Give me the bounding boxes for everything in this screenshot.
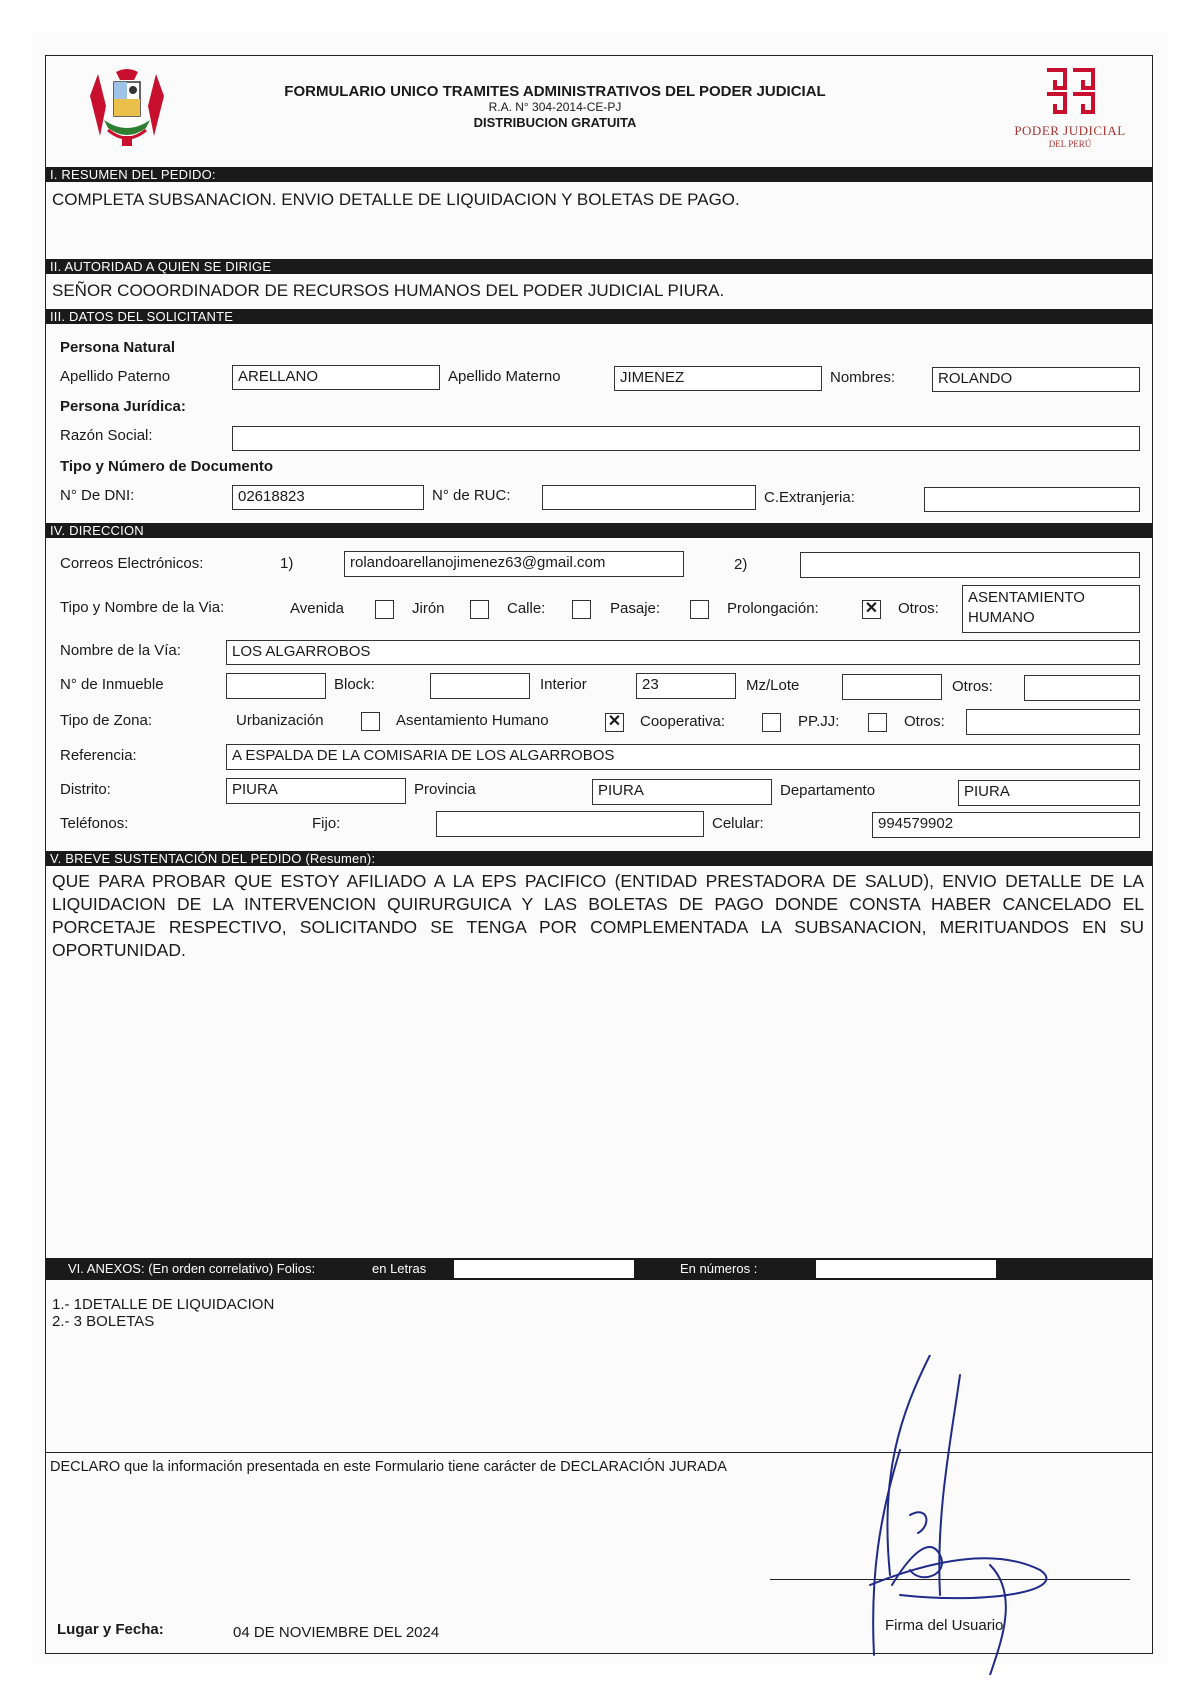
materno-label: Apellido Materno: [448, 368, 561, 385]
via-calle-label: Calle:: [507, 600, 546, 617]
zona-urbanizacion-checkbox[interactable]: [361, 712, 380, 731]
zona-cooperativa-label: Cooperativa:: [640, 713, 726, 730]
form-resolution: R.A. N° 304-2014-CE-PJ: [488, 100, 622, 114]
via-jiron-label: Jirón: [412, 600, 445, 617]
section-1-bar: [46, 167, 1152, 182]
form-distribution: DISTRIBUCION GRATUITA: [473, 115, 637, 130]
form-title: FORMULARIO UNICO TRAMITES ADMINISTRATIVOS DEL PODER JUDICIAL: [284, 83, 826, 100]
via-pasaje-label: Pasaje:: [610, 600, 661, 617]
zona-otros-label: Otros:: [904, 713, 945, 730]
via-otros-label: Otros:: [898, 600, 939, 617]
otros-label: Otros:: [952, 678, 993, 695]
section-5-title: V. BREVE SUSTENTACIÓN DEL PEDIDO (Resumen):: [50, 851, 376, 866]
email2-field[interactable]: [800, 552, 1140, 578]
nombres-label: Nombres:: [830, 369, 896, 386]
ce-label: C.Extranjeria:: [764, 489, 855, 506]
zona-label: Tipo de Zona:: [60, 712, 152, 729]
telefonos-label: Teléfonos:: [60, 815, 129, 832]
via-calle-checkbox[interactable]: [572, 600, 591, 619]
letras-field[interactable]: [454, 1260, 634, 1278]
referencia-field[interactable]: A ESPALDA DE LA COMISARIA DE LOS ALGARROBOS: [226, 744, 1140, 770]
zona-ppjj-label: PP.JJ:: [798, 713, 840, 730]
zona-asentamiento-checkbox[interactable]: ✕: [605, 713, 624, 732]
zona-ppjj-checkbox[interactable]: [868, 713, 887, 732]
block-label: Block:: [334, 676, 375, 693]
anexo-item: 1.- 1DETALLE DE LIQUIDACION: [52, 1296, 275, 1313]
distrito-label: Distrito:: [60, 781, 111, 798]
ruc-label: N° de RUC:: [432, 487, 511, 504]
inmueble-field[interactable]: [226, 673, 326, 699]
nombre-via-field[interactable]: LOS ALGARROBOS: [226, 640, 1140, 665]
razon-social-field[interactable]: [232, 426, 1140, 451]
via-pasaje-checkbox[interactable]: [690, 600, 709, 619]
via-jiron-checkbox[interactable]: [470, 600, 489, 619]
logo-subtext: DEL PERÚ: [1048, 139, 1092, 149]
mzlote-field[interactable]: [842, 674, 942, 700]
autoridad-text: SEÑOR COOORDINADOR DE RECURSOS HUMANOS DEL PODER JUDICIAL PIURA.: [52, 281, 725, 300]
provincia-label: Provincia: [414, 781, 476, 798]
paterno-field[interactable]: ARELLANO: [232, 365, 440, 390]
persona-natural-label: Persona Natural: [60, 339, 176, 356]
numeros-field[interactable]: [816, 1260, 996, 1278]
section-4-bar: [46, 523, 1152, 538]
block-field[interactable]: [430, 673, 530, 699]
provincia-field[interactable]: PIURA: [592, 779, 772, 805]
via-avenida-checkbox[interactable]: [375, 600, 394, 619]
poder-judicial-logo-icon: [1043, 66, 1097, 116]
section-2-bar: [46, 259, 1152, 274]
nombre-via-label: Nombre de la Vía:: [60, 642, 181, 659]
email1-number: 1): [280, 555, 294, 572]
ruc-field[interactable]: [542, 485, 756, 510]
via-prolongacion-label: Prolongación:: [727, 600, 819, 617]
declaration-text: DECLARO que la información presentada en este Formulario tiene carácter de DECLARACIÓN JURADA: [50, 1459, 727, 1475]
letras-label: en Letras: [372, 1261, 427, 1276]
celular-label: Celular:: [712, 815, 764, 832]
persona-juridica-label: Persona Jurídica:: [60, 398, 186, 415]
section-3-bar: [46, 309, 1152, 324]
section-4-title: IV. DIRECCION: [50, 523, 144, 538]
otros-field[interactable]: [1024, 675, 1140, 701]
tipo-documento-label: Tipo y Número de Documento: [60, 458, 274, 475]
referencia-label: Referencia:: [60, 747, 137, 764]
sustentacion-text: QUE PARA PROBAR QUE ESTOY AFILIADO A LA EPS PACIFICO (ENTIDAD PRESTADORA DE SALUD), ENVIO DETALLE DE LA LIQUIDACION DE LA INTERVENCION QUIRURGUICA Y LAS BOLETAS DE PAGO DONDE CONSTA HABER CANCELADO EL PORCETAJE RESPECTIVO, SOLICITANDO SE TENGA POR COMPLEMENTADA LA SUBSANACION, MERITUANDOS EN SU OPORTUNIDAD.: [52, 871, 1144, 960]
section-5-bar: [46, 851, 1152, 866]
email1-field[interactable]: rolandoarellanojimenez63@gmail.com: [344, 551, 684, 577]
section-6-title: VI. ANEXOS: (En orden correlativo) Folios:: [68, 1261, 316, 1276]
dni-label: N° De DNI:: [60, 487, 135, 504]
dni-field[interactable]: 02618823: [232, 485, 424, 510]
zona-urbanizacion-label: Urbanización: [236, 712, 324, 729]
via-prolongacion-checkbox[interactable]: ✕: [862, 600, 881, 619]
anexo-item: 2.- 3 BOLETAS: [52, 1313, 155, 1330]
section-1-title: I. RESUMEN DEL PEDIDO:: [50, 167, 216, 182]
email2-number: 2): [734, 556, 748, 573]
nombres-field[interactable]: ROLANDO: [932, 367, 1140, 392]
distrito-field[interactable]: PIURA: [226, 778, 406, 804]
via-label: Tipo y Nombre de la Via:: [60, 599, 225, 616]
via-otros-line1: ASENTAMIENTO: [968, 589, 1085, 606]
departamento-field[interactable]: PIURA: [958, 780, 1140, 806]
departamento-label: Departamento: [780, 782, 876, 799]
zona-asentamiento-label: Asentamiento Humano: [396, 712, 549, 729]
lugar-fecha-label: Lugar y Fecha:: [57, 1621, 164, 1638]
lugar-fecha-value: 04 DE NOVIEMBRE DEL 2024: [233, 1624, 440, 1641]
mzlote-label: Mz/Lote: [746, 677, 800, 694]
paterno-label: Apellido Paterno: [60, 368, 171, 385]
numeros-label: En números :: [680, 1261, 758, 1276]
logo-text: PODER JUDICIAL: [1014, 123, 1126, 138]
via-avenida-label: Avenida: [290, 600, 344, 617]
inmueble-label: N° de Inmueble: [60, 676, 164, 693]
section-2-title: II. AUTORIDAD A QUIEN SE DIRIGE: [50, 259, 272, 274]
section-6-bar: [46, 1258, 1152, 1280]
section-3-title: III. DATOS DEL SOLICITANTE: [50, 309, 234, 324]
interior-field[interactable]: 23: [636, 673, 736, 699]
celular-field[interactable]: 994579902: [872, 812, 1140, 838]
fijo-field[interactable]: [436, 811, 704, 837]
materno-field[interactable]: JIMENEZ: [614, 366, 822, 391]
resumen-text: COMPLETA SUBSANACION. ENVIO DETALLE DE LIQUIDACION Y BOLETAS DE PAGO.: [52, 190, 740, 209]
via-otros-line2: HUMANO: [968, 609, 1035, 626]
firma-label: Firma del Usuario: [885, 1617, 1004, 1634]
handwritten-signature: [840, 1355, 1070, 1675]
interior-label: Interior: [540, 676, 587, 693]
zona-cooperativa-checkbox[interactable]: [762, 713, 781, 732]
razon-social-label: Razón Social:: [60, 427, 153, 444]
zona-otros-field[interactable]: [966, 709, 1140, 735]
email-label: Correos Electrónicos:: [60, 555, 204, 572]
via-otros-field[interactable]: [962, 585, 1140, 633]
ce-field[interactable]: [924, 487, 1140, 512]
peru-coat-of-arms-icon: [86, 66, 168, 152]
fijo-label: Fijo:: [312, 815, 341, 832]
